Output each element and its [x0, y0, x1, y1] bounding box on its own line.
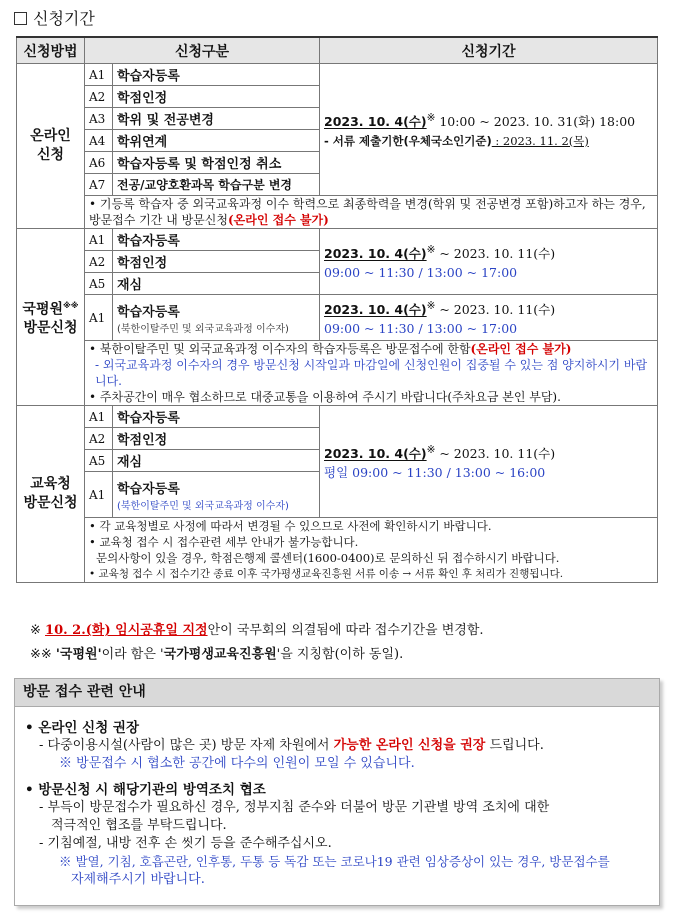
header-method: 신청방법 [17, 37, 85, 64]
nile-period-rest: ~ 2023. 10. 11(수) [435, 246, 556, 262]
guide-body [15, 707, 659, 889]
row-code: A6 [85, 152, 113, 174]
guide-s2-line1: - 부득이 방문접수가 필요하신 경우, 정부지침 준수와 더불어 방문 기관별 방역 조치에 대한 [39, 800, 550, 815]
row-label: 학습자등록 [113, 64, 320, 86]
header-category: 신청구분 [85, 37, 320, 64]
footnote-1-rest: 안이 국무회의 의결됨에 따라 접수기간을 변경함. [207, 623, 484, 638]
schedule-table [16, 36, 658, 583]
office-note-4: • 교육청 접수 시 접수기간 종료 이후 국가평생교육진흥원 서류 이송 → 서류 확인 후 처리가 진행됩니다. [89, 568, 564, 580]
nile-note-1: • 북한이탈주민 및 외국교육과정 이수자의 학습자등록은 방문접수에 한함 [89, 342, 471, 356]
nile-notes [85, 341, 658, 406]
row-code: A2 [85, 251, 113, 273]
footnote-1-mark: ※ [30, 623, 46, 638]
nile-note-3: • 주차공간이 매우 협소하므로 대중교통을 이용하여 주시기 바랍니다(주차요금 본인 부담). [89, 390, 561, 404]
online-period-rest: 10:00 ~ 2023. 10. 31(화) 18:00 [435, 114, 636, 130]
nile-mark-b: ※ [426, 300, 436, 313]
guide-s2-line1b: 적극적인 협조를 부탁드립니다. [51, 818, 227, 833]
nile-hours-b: 09:00 ~ 11:30 / 13:00 ~ 17:00 [324, 320, 518, 336]
office-note-3: 문의사항이 있을 경우, 학점은행제 콜센터(1600-0400)로 문의하신 뒤 접수하시기 바랍니다. [96, 551, 560, 565]
row-sub-label: (북한이탈주민 및 외국교육과정 이수자) [117, 323, 289, 335]
table-row [17, 295, 658, 341]
footnote-2 [30, 643, 403, 662]
row-label: 재심 [113, 273, 320, 295]
table-row [17, 229, 658, 251]
footnote-2-a: '국평원' [55, 647, 102, 662]
row-code: A4 [85, 130, 113, 152]
method-nile-line1: 국평원 [22, 301, 63, 318]
online-note [85, 196, 658, 229]
guide-s2-line3: ※ 발열, 기침, 호흡곤란, 인후통, 두통 등 독감 또는 코로나19 관련 임상증상이 있는 경우, 방문접수를 [59, 854, 610, 869]
row-label: 학위연계 [113, 130, 320, 152]
row-label: 학점인정 [113, 251, 320, 273]
row-label: 학습자등록 [113, 406, 320, 428]
guide-s2-line2: - 기침예절, 내방 전후 손 씻기 등을 준수해주십시오. [39, 836, 332, 851]
row-code: A5 [85, 273, 113, 295]
doc-deadline-date: : 2023. 11. 2(목) [491, 133, 589, 148]
method-nile [17, 229, 85, 406]
guide-section-2-head: • 방문신청 시 해당기관의 방역조치 협조 [25, 782, 266, 798]
method-office [17, 406, 85, 583]
row-code: A3 [85, 108, 113, 130]
online-mark: ※ [426, 112, 436, 125]
guide-s1-line1-red: 가능한 온라인 신청을 권장 [333, 738, 486, 753]
table-header-row [17, 37, 658, 64]
table-note-row [17, 341, 658, 406]
nile-start-date-b: 2023. 10. 4(수) [324, 302, 427, 318]
table-row [17, 406, 658, 428]
office-hours: 평일 09:00 ~ 11:30 / 13:00 ~ 16:00 [324, 464, 546, 480]
section-title-text: 신청기간 [33, 9, 95, 28]
row-code: A2 [85, 86, 113, 108]
office-note-1: • 각 교육청별로 사정에 따라서 변경될 수 있으므로 사전에 확인하시기 바랍니다. [89, 519, 492, 533]
nile-period-rest-b: ~ 2023. 10. 11(수) [435, 302, 556, 318]
online-period [320, 64, 658, 196]
row-label-nk-office [113, 472, 320, 518]
footnote-2-mark: ※※ [30, 647, 56, 662]
office-note-2: • 교육청 접수 시 접수관련 세부 안내가 불가능합니다. [89, 535, 359, 549]
row-label-nk [113, 295, 320, 341]
office-period [320, 406, 658, 518]
method-nile-mark: ※※ [63, 300, 79, 310]
nile-hours: 09:00 ~ 11:30 / 13:00 ~ 17:00 [324, 264, 518, 280]
row-label: 재심 [113, 450, 320, 472]
section-title [14, 6, 95, 29]
table-row [17, 64, 658, 86]
header-period: 신청기간 [320, 37, 658, 64]
guide-s1-line1 [25, 737, 649, 755]
row-code: A1 [85, 64, 113, 86]
method-online-line2: 신청 [36, 147, 65, 163]
row-code: A1 [85, 229, 113, 251]
method-office-line1: 교육청 [30, 476, 71, 492]
table-note-row [17, 518, 658, 583]
footnote-2-b: 이라 함은 ' [101, 647, 164, 662]
doc-deadline-label: - 서류 제출기한(우체국소인기준) [324, 133, 492, 148]
nile-start-date: 2023. 10. 4(수) [324, 246, 427, 262]
method-office-line2: 방문신청 [23, 495, 78, 511]
row-label: 학위 및 전공변경 [113, 108, 320, 130]
guide-s1-line1-a: - 다중이용시설(사람이 많은 곳) 방문 자제 차원에서 [39, 738, 334, 753]
table-note-row [17, 196, 658, 229]
office-start-date: 2023. 10. 4(수) [324, 446, 427, 462]
row-sub-label: (북한이탈주민 및 외국교육과정 이수자) [117, 500, 289, 512]
office-mark: ※ [426, 444, 436, 457]
row-label: 학습자등록 및 학점인정 취소 [113, 152, 320, 174]
method-nile-line2: 방문신청 [23, 320, 78, 337]
visit-guide-box [14, 678, 660, 906]
footnote-2-d: '을 지칭함(이하 동일). [276, 647, 404, 662]
row-code: A7 [85, 174, 113, 196]
guide-s1-line2: ※ 방문접수 시 협소한 공간에 다수의 인원이 모일 수 있습니다. [59, 756, 415, 771]
online-start-date: 2023. 10. 4(수) [324, 114, 427, 130]
row-code: A2 [85, 428, 113, 450]
row-label: 학점인정 [113, 86, 320, 108]
online-note-red: (온라인 접수 불가) [227, 213, 329, 227]
nile-mark: ※ [426, 244, 436, 257]
nile-period-b [320, 295, 658, 341]
footnote-1 [30, 619, 484, 638]
method-online-line1: 온라인 [30, 128, 71, 144]
checkbox-square-icon [14, 12, 27, 25]
row-label: 학점인정 [113, 428, 320, 450]
guide-s2-line3b: 자제해주시기 바랍니다. [71, 872, 205, 887]
row-code: A1 [85, 295, 113, 341]
nile-note-1-red: (온라인 접수 불가) [470, 342, 572, 356]
guide-header: 방문 접수 관련 안내 [15, 679, 659, 707]
guide-s1-line1-b: 드립니다. [485, 738, 544, 753]
row-label: 학습자등록 [117, 481, 180, 497]
row-code: A1 [85, 406, 113, 428]
nile-period-a [320, 229, 658, 295]
footnote-2-c: 국가평생교육진흥원 [163, 647, 277, 662]
row-code: A5 [85, 450, 113, 472]
online-note-text: • 기등록 학습자 중 외국교육과정 이수 학력으로 최종학력을 변경(학위 및 전공변경 포함)하고자 하는 경우, 방문접수 기간 내 방문신청 [89, 197, 646, 227]
method-online [17, 64, 85, 229]
guide-section-1-head: • 온라인 신청 권장 [25, 720, 140, 736]
row-label: 학습자등록 [113, 229, 320, 251]
office-period-rest: ~ 2023. 10. 11(수) [435, 446, 556, 462]
row-code: A1 [85, 472, 113, 518]
row-label: 학습자등록 [117, 304, 180, 320]
nile-note-2: - 외국교육과정 이수자의 경우 방문신청 시작일과 마감일에 신청인원이 집중될 수 있는 점 양지하시기 바랍니다. [95, 358, 648, 388]
footnote-1-red: 10. 2.(화) 임시공휴일 지정 [45, 623, 208, 638]
office-notes [85, 518, 658, 583]
row-label: 전공/교양호환과목 학습구분 변경 [113, 174, 320, 196]
